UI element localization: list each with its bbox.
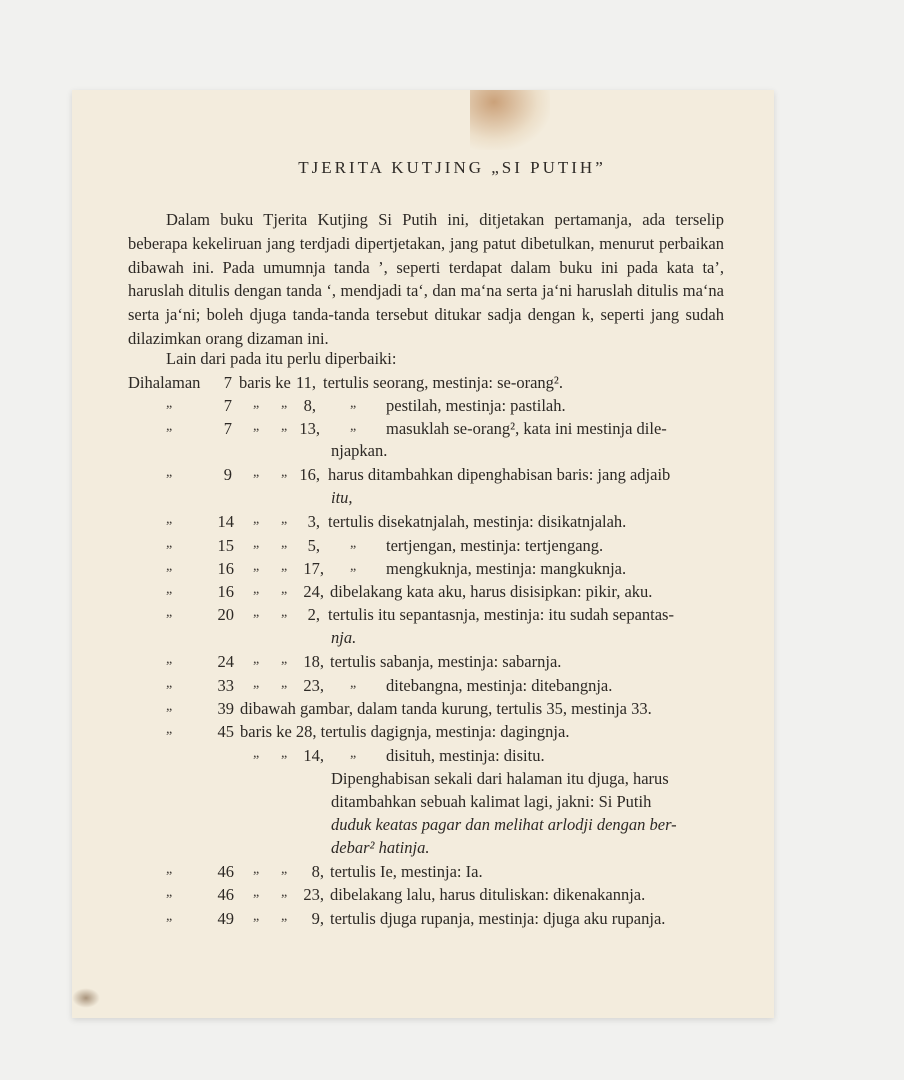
line-number: 11, [295, 373, 316, 392]
page-number: 14 [217, 512, 234, 531]
ditto-mark: „ [253, 582, 260, 597]
correction-text: pestilah, mestinja: pastilah. [386, 396, 566, 415]
correction-text: baris ke 28, tertulis dagignja, mestinja: dagingnja. [240, 722, 570, 741]
ditto-mark: „ [350, 536, 357, 551]
line-number: 2, [307, 605, 320, 624]
correction-text: ditebangna, mestinja: ditebangnja. [386, 676, 613, 695]
page-number: 7 [223, 373, 232, 392]
ditto-mark: „ [166, 559, 173, 574]
line-number: 14, [303, 746, 324, 765]
line-number: 16, [299, 465, 320, 484]
errata-row [0, 419, 904, 443]
errata-continuation [0, 488, 904, 512]
ditto-mark: „ [253, 909, 260, 924]
ditto-mark: „ [166, 909, 173, 924]
ditto-mark: „ [166, 465, 173, 480]
ditto-mark: „ [350, 396, 357, 411]
correction-text: tertulis djuga rupanja, mestinja: djuga aku rupanja. [330, 909, 666, 928]
ditto-mark: „ [253, 512, 260, 527]
ditto-mark: „ [253, 419, 260, 434]
page-number: 7 [223, 396, 232, 415]
ditto-mark: „ [281, 885, 288, 900]
continuation-text: njapkan. [331, 441, 388, 460]
continuation-text: itu, [331, 488, 353, 507]
intro-line: Lain dari pada itu perlu diperbaiki: [166, 349, 397, 368]
note-text: ditambahkan sebuah kalimat lagi, jakni: Si Putih [331, 792, 652, 811]
correction-text: masuklah se-orang², kata ini mestinja dile- [386, 419, 667, 438]
ditto-mark: „ [350, 676, 357, 691]
errata-row [0, 465, 904, 489]
correction-text: dibelakang lalu, harus dituliskan: dikenakannja. [330, 885, 646, 904]
ditto-mark: „ [166, 582, 173, 597]
note-text: debar² hatinja. [331, 838, 430, 857]
dihalaman-label: Dihalaman [128, 373, 201, 392]
line-number: 8, [311, 862, 324, 881]
intro-paragraph: Dalam buku Tjerita Kutjing Si Putih ini, ditjetakan pertamanja, ada terselip beberapa kekeliruan jang terdjadi dipertjetakan, jang patut dibetulkan, menurut perbaikan dibawah ini. Pada umumnja tanda ’, seperti terdapat dalam buku ini pada kata ta’, haruslah ditulis dengan tanda ‘, mendjadi ta‘, dan ma‘na serta ja‘ni haruslah ditulis ma‘na serta ja‘ni; boleh djuga tanda-tanda tersebut ditukar sadja dengan k, seperti jang sudah dilazimkan orang dizaman ini. [128, 210, 724, 348]
errata-row [0, 722, 904, 746]
ditto-mark: „ [166, 722, 173, 737]
stain-mark [470, 90, 550, 150]
page-number: 46 [217, 862, 234, 881]
baris-label: baris ke [239, 373, 291, 392]
ditto-mark: „ [253, 396, 260, 411]
ditto-mark: „ [253, 652, 260, 667]
correction-text: dibelakang kata aku, harus disisipkan: pikir, aku. [330, 582, 653, 601]
correction-text: harus ditambahkan dipenghabisan baris: jang adjaib [328, 465, 671, 484]
line-number: 23, [303, 885, 324, 904]
correction-text: disituh, mestinja: disitu. [386, 746, 545, 765]
ditto-mark: „ [350, 559, 357, 574]
page-number: 20 [217, 605, 234, 624]
line-number: 3, [307, 512, 320, 531]
correction-text: tertulis disekatnjalah, mestinja: disikatnjalah. [328, 512, 627, 531]
ditto-mark: „ [281, 465, 288, 480]
page-number: 16 [217, 559, 234, 578]
continuation-text: nja. [331, 628, 357, 647]
line-number: 9, [311, 909, 324, 928]
ditto-mark: „ [166, 862, 173, 877]
ditto-mark: „ [281, 652, 288, 667]
line-number: 24, [303, 582, 324, 601]
note-line [0, 792, 904, 816]
ditto-mark: „ [253, 746, 260, 761]
ditto-mark: „ [166, 605, 173, 620]
errata-row [0, 746, 904, 770]
errata-row [0, 582, 904, 606]
note-text: Dipenghabisan sekali dari halaman itu djuga, harus [331, 769, 669, 788]
page-number: 46 [217, 885, 234, 904]
note-line [0, 838, 904, 862]
ditto-mark: „ [281, 536, 288, 551]
ditto-mark: „ [281, 605, 288, 620]
page-number: 15 [217, 536, 234, 555]
ditto-mark: „ [166, 536, 173, 551]
correction-text: tertulis sabanja, mestinja: sabarnja. [330, 652, 562, 671]
ditto-mark: „ [253, 605, 260, 620]
ditto-mark: „ [281, 676, 288, 691]
ditto-mark: „ [166, 885, 173, 900]
page-number: 16 [217, 582, 234, 601]
ditto-mark: „ [253, 559, 260, 574]
errata-row [0, 699, 904, 723]
line-number: 18, [303, 652, 324, 671]
ditto-mark: „ [166, 676, 173, 691]
page-number: 7 [223, 419, 232, 438]
ditto-mark: „ [253, 676, 260, 691]
note-text: duduk keatas pagar dan melihat arlodji dengan ber- [331, 815, 677, 834]
page-number: 49 [217, 909, 234, 928]
ditto-mark: „ [350, 419, 357, 434]
line-number: 23, [303, 676, 324, 695]
note-line [0, 815, 904, 839]
errata-row [0, 605, 904, 629]
ditto-mark: „ [253, 862, 260, 877]
line-number: 13, [299, 419, 320, 438]
correction-text: mengkuknja, mestinja: mangkuknja. [386, 559, 627, 578]
page-number: 39 [217, 699, 234, 718]
ditto-mark: „ [281, 909, 288, 924]
page-number: 45 [217, 722, 234, 741]
errata-row [0, 512, 904, 536]
line-number: 5, [307, 536, 320, 555]
errata-row [0, 652, 904, 676]
ditto-mark: „ [166, 652, 173, 667]
correction-text: tertulis seorang, mestinja: se-orang². [323, 373, 564, 392]
ditto-mark: „ [281, 746, 288, 761]
errata-continuation [0, 628, 904, 652]
errata-row [0, 885, 904, 909]
correction-text: tertulis itu sepantasnja, mestinja: itu sudah sepantas- [328, 605, 674, 624]
ditto-mark: „ [253, 885, 260, 900]
ditto-mark: „ [166, 512, 173, 527]
ditto-mark: „ [166, 419, 173, 434]
ditto-mark: „ [281, 582, 288, 597]
ditto-mark: „ [281, 512, 288, 527]
page-number: 24 [217, 652, 234, 671]
errata-row [0, 536, 904, 560]
errata-row [0, 559, 904, 583]
ditto-mark: „ [281, 396, 288, 411]
ditto-mark: „ [166, 396, 173, 411]
ditto-mark: „ [253, 465, 260, 480]
ditto-mark: „ [253, 536, 260, 551]
note-line [0, 769, 904, 793]
errata-row [0, 396, 904, 420]
ditto-mark: „ [281, 419, 288, 434]
line-number: 17, [303, 559, 324, 578]
errata-continuation [0, 441, 904, 465]
errata-row [0, 862, 904, 886]
errata-row [0, 373, 904, 397]
line-number: 8, [303, 396, 316, 415]
page-number: 9 [223, 465, 232, 484]
correction-text: tertjengan, mestinja: tertjengang. [386, 536, 604, 555]
ditto-mark: „ [350, 746, 357, 761]
errata-row [0, 909, 904, 933]
ditto-mark: „ [166, 699, 173, 714]
page-number: 33 [217, 676, 234, 695]
stain-mark-corner [72, 988, 100, 1008]
page-title: TJERITA KUTJING „SI PUTIH” [298, 158, 606, 177]
correction-text: tertulis Ie, mestinja: Ia. [330, 862, 483, 881]
ditto-mark: „ [281, 559, 288, 574]
ditto-mark: „ [281, 862, 288, 877]
correction-text: dibawah gambar, dalam tanda kurung, tertulis 35, mestinja 33. [240, 699, 652, 718]
errata-row [0, 676, 904, 700]
